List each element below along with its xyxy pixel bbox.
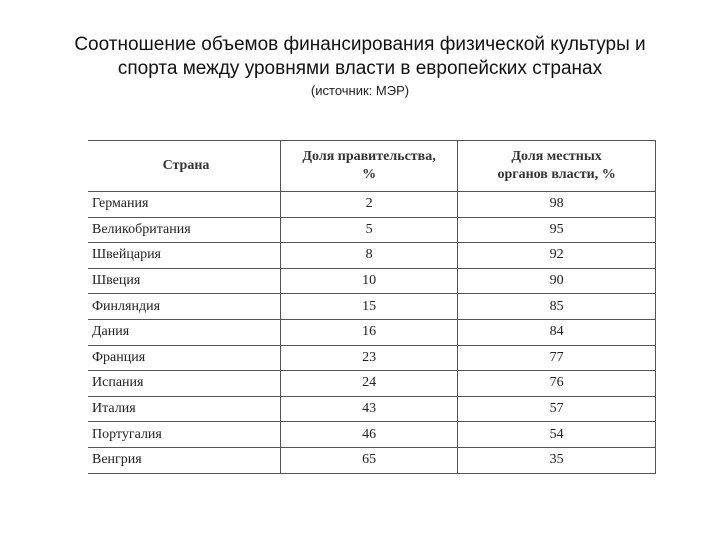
table-row bbox=[88, 447, 656, 473]
table-body bbox=[88, 192, 656, 474]
table-row bbox=[88, 192, 656, 218]
table-header bbox=[88, 141, 656, 192]
slide-title bbox=[0, 33, 720, 81]
header-country-label: Страна bbox=[162, 158, 210, 173]
cell-gov-share: 65 bbox=[280, 447, 457, 473]
cell-gov-share: 15 bbox=[280, 294, 457, 320]
cell-country: Венгрия bbox=[88, 447, 280, 473]
cell-country: Германия bbox=[88, 192, 280, 218]
cell-local-share: 85 bbox=[458, 294, 656, 320]
header-local-share bbox=[458, 141, 656, 192]
cell-country: Великобритания bbox=[88, 217, 280, 243]
cell-local-share: 90 bbox=[458, 268, 656, 294]
table-row bbox=[88, 319, 656, 345]
cell-gov-share: 23 bbox=[280, 345, 457, 371]
cell-gov-share: 43 bbox=[280, 396, 457, 422]
table-row bbox=[88, 422, 656, 448]
cell-gov-share: 16 bbox=[280, 319, 457, 345]
header-country bbox=[88, 141, 280, 192]
cell-country: Испания bbox=[88, 371, 280, 397]
cell-country: Финляндия bbox=[88, 294, 280, 320]
cell-local-share: 54 bbox=[458, 422, 656, 448]
header-government-share bbox=[280, 141, 457, 192]
cell-country: Франция bbox=[88, 345, 280, 371]
cell-local-share: 84 bbox=[458, 319, 656, 345]
table-row bbox=[88, 371, 656, 397]
cell-country: Швейцария bbox=[88, 243, 280, 269]
table-row bbox=[88, 268, 656, 294]
cell-local-share: 35 bbox=[458, 447, 656, 473]
cell-local-share: 92 bbox=[458, 243, 656, 269]
table-row bbox=[88, 294, 656, 320]
table-row bbox=[88, 217, 656, 243]
table-row bbox=[88, 243, 656, 269]
cell-gov-share: 2 bbox=[280, 192, 457, 218]
cell-gov-share: 46 bbox=[280, 422, 457, 448]
header-gov-line-1: Доля правительства, bbox=[302, 149, 436, 164]
header-row bbox=[88, 141, 656, 192]
cell-country: Дания bbox=[88, 319, 280, 345]
cell-local-share: 98 bbox=[458, 192, 656, 218]
cell-gov-share: 8 bbox=[280, 243, 457, 269]
cell-gov-share: 5 bbox=[280, 217, 457, 243]
funding-table bbox=[88, 140, 656, 474]
header-gov-line-2: % bbox=[362, 167, 377, 182]
table-row bbox=[88, 345, 656, 371]
cell-country: Португалия bbox=[88, 422, 280, 448]
title-line-1: Соотношение объемов финансирования физической культуры и bbox=[74, 34, 646, 55]
table-row bbox=[88, 396, 656, 422]
cell-local-share: 77 bbox=[458, 345, 656, 371]
source-note: (источник: МЭР) bbox=[310, 83, 410, 98]
cell-local-share: 57 bbox=[458, 396, 656, 422]
cell-local-share: 76 bbox=[458, 371, 656, 397]
header-local-line-2: органов власти, % bbox=[497, 167, 616, 182]
cell-local-share: 95 bbox=[458, 217, 656, 243]
cell-country: Швеция bbox=[88, 268, 280, 294]
cell-gov-share: 24 bbox=[280, 371, 457, 397]
cell-country: Италия bbox=[88, 396, 280, 422]
header-local-line-1: Доля местных bbox=[511, 149, 602, 164]
cell-gov-share: 10 bbox=[280, 268, 457, 294]
title-line-2: спорта между уровнями власти в европейских странах bbox=[117, 58, 603, 79]
